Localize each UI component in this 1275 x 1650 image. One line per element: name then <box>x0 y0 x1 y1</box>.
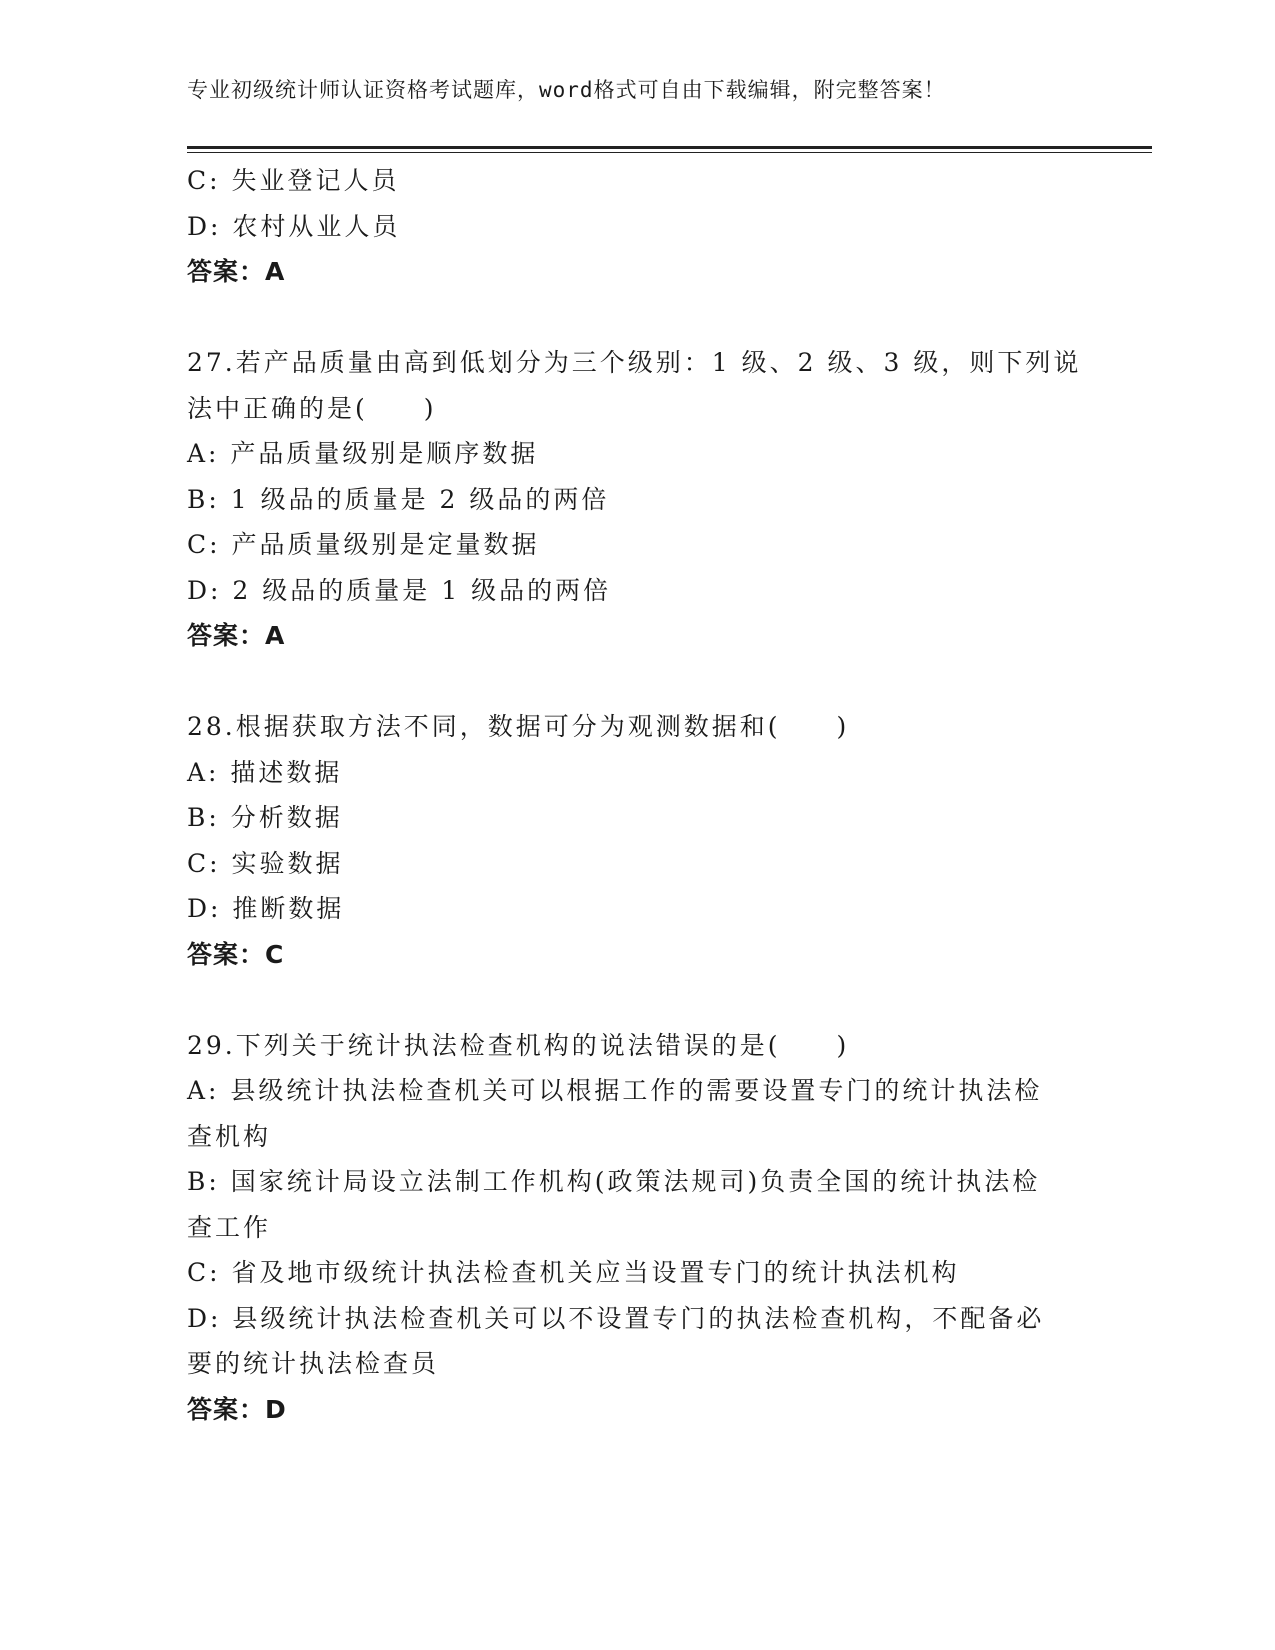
option-d: D: 农村从业人员 <box>187 211 401 241</box>
option-c: C: 失业登记人员 <box>187 166 400 195</box>
question-29-option-a-cont: 查机构 <box>187 1121 272 1151</box>
question-28-option-d: D: 推断数据 <box>187 894 345 923</box>
question-29-answer: 答案：D <box>187 1394 287 1424</box>
spacer <box>187 977 1087 1023</box>
question-29-option-a: A: 县级统计执法检查机关可以根据工作的需要设置专门的统计执法检 <box>187 1076 1043 1105</box>
question-29-option-d-cont: 要的统计执法检查员 <box>187 1349 440 1378</box>
question-29-option-b-cont: 查工作 <box>187 1212 272 1242</box>
question-28-option-c: C: 实验数据 <box>187 848 344 878</box>
question-27-stem-cont: 法中正确的是( ) <box>187 393 437 423</box>
answer: 答案：A <box>187 257 286 286</box>
question-28-option-a: A: 描述数据 <box>187 757 343 787</box>
question-27-option-c: C: 产品质量级别是定量数据 <box>187 530 540 559</box>
question-28-stem: 28.根据获取方法不同，数据可分为观测数据和( ) <box>187 712 850 741</box>
question-28-answer: 答案：C <box>187 939 285 969</box>
question-29-option-d: D: 县级统计执法检查机关可以不设置专门的执法检查机构，不配备必 <box>187 1303 1045 1333</box>
question-27-answer: 答案：A <box>187 621 286 650</box>
spacer <box>187 295 1087 341</box>
spacer <box>187 659 1087 705</box>
question-28-option-b: B: 分析数据 <box>187 803 343 832</box>
question-content <box>187 158 1087 1432</box>
question-27-option-d: D: 2 级品的质量是 1 级品的两倍 <box>187 575 612 605</box>
header-rule-thick <box>187 146 1152 149</box>
question-27-stem: 27.若产品质量由高到低划分为三个级别：1 级、2 级、3 级，则下列说 <box>187 348 1082 377</box>
question-27-option-a: A: 产品质量级别是顺序数据 <box>187 439 539 468</box>
question-29-option-c: C: 省及地市级统计执法检查机关应当设置专门的统计执法机构 <box>187 1258 960 1287</box>
page-header: 专业初级统计师认证资格考试题库，word格式可自由下载编辑，附完整答案！ <box>187 78 946 102</box>
question-27-option-b: B: 1 级品的质量是 2 级品的两倍 <box>187 484 610 514</box>
question-29-stem: 29.下列关于统计执法检查机构的说法错误的是( ) <box>187 1030 850 1060</box>
question-29-option-b: B: 国家统计局设立法制工作机构(政策法规司)负责全国的统计执法检 <box>187 1167 1041 1196</box>
header-rule-thin <box>187 152 1152 153</box>
